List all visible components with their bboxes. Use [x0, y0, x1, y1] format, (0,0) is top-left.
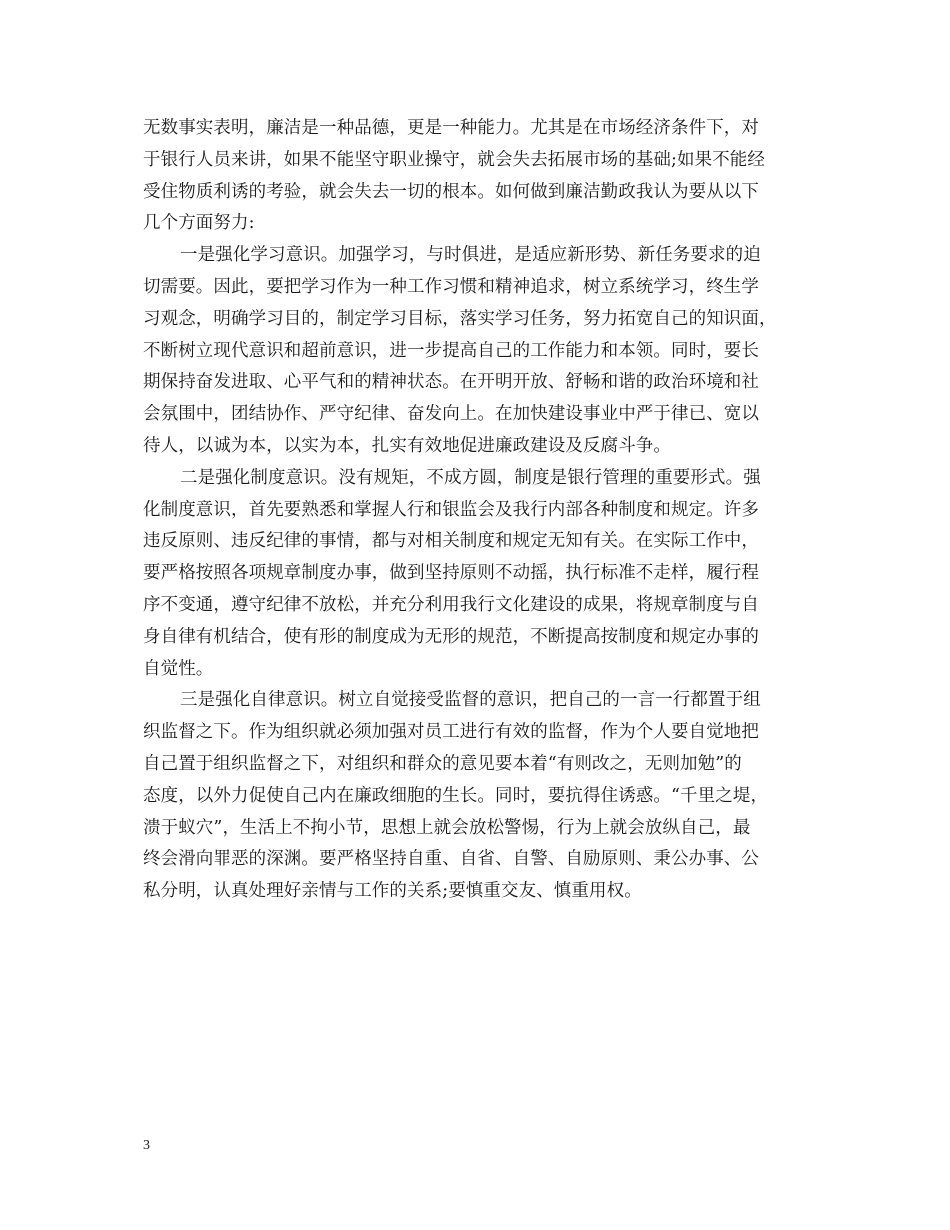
paragraph-intro: [143, 113, 813, 240]
text-line: 违反原则、违反纪律的事情，都与对相关制度和规定无知有关。在实际工作中，: [143, 531, 759, 552]
text-line: 于银行人员来讲，如果不能坚守职业操守，就会失去拓展市场的基础;如果不能经: [143, 149, 765, 170]
text-line: 要严格按照各项规章制度办事，做到坚持原则不动摇，执行标准不走样，履行程: [143, 563, 759, 584]
text-line: 身自律有机结合，使有形的制度成为无形的规范，不断提高按制度和规定办事的: [143, 626, 759, 647]
text-line: 受住物质利诱的考验，就会失去一切的根本。如何做到廉洁勤政我认为要从以下: [143, 181, 759, 202]
text-line: 溃于蚁穴”，生活上不拘小节，思想上就会放松警惕，行为上就会放纵自己，最: [143, 817, 751, 838]
text-line: 会氛围中，团结协作、严守纪律、奋发向上。在加快建设事业中严于律已、宽以: [143, 404, 759, 425]
text-line: 自己置于组织监督之下，对组织和群众的意见要本着“有则改之，无则加勉”的: [143, 753, 742, 774]
text-line: 态度，以外力促使自己内在廉政细胞的生长。同时，要抗得住诱惑。“千里之堤，: [143, 785, 769, 806]
page-number: 3: [143, 1138, 150, 1153]
text-line: 不断树立现代意识和超前意识，进一步提高自己的工作能力和本领。同时，要长: [143, 340, 759, 361]
text-line: 切需要。因此，要把学习作为一种工作习惯和精神追求，树立系统学习，终生学: [143, 276, 759, 297]
text-line: 私分明，认真处理好亲情与工作的关系;要慎重交友、慎重用权。: [143, 881, 642, 902]
paragraph-learning: [143, 240, 813, 463]
text-line: 序不变通，遵守纪律不放松，并充分利用我行文化建设的成果，将规章制度与自: [143, 594, 759, 615]
text-line: 无数事实表明，廉洁是一种品德，更是一种能力。尤其是在市场经济条件下，对: [143, 118, 759, 138]
text-line: 待人，以诚为本，以实为本，扎实有效地促进廉政建设及反腐斗争。: [143, 435, 671, 456]
paragraph-institution: [143, 463, 813, 686]
paragraph-self-discipline: [143, 685, 813, 908]
text-line: 一是强化学习意识。加强学习，与时俱进，是适应新形势、新任务要求的迫: [180, 245, 761, 266]
text-line: 习观念，明确学习目的，制定学习目标，落实学习任务，努力拓宽自己的知识面，: [143, 308, 777, 329]
text-line: 织监督之下。作为组织就必须加强对员工进行有效的监督，作为个人要自觉地把: [143, 722, 759, 743]
text-line: 自觉性。: [143, 658, 214, 679]
body-text: [143, 113, 813, 908]
text-line: 化制度意识，首先要熟悉和掌握人行和银监会及我行内部各种制度和规定。许多: [143, 499, 759, 520]
text-line: 几个方面努力:: [143, 213, 255, 234]
text-line: 终会滑向罪恶的深渊。要严格坚持自重、自省、自警、自励原则、秉公办事、公: [143, 849, 759, 870]
text-line: 二是强化制度意识。没有规矩，不成方圆，制度是银行管理的重要形式。强: [180, 467, 761, 488]
text-line: 期保持奋发进取、心平气和的精神状态。在开明开放、舒畅和谐的政治环境和社: [143, 372, 759, 393]
text-line: 三是强化自律意识。树立自觉接受监督的意识，把自己的一言一行都置于组: [180, 690, 761, 711]
